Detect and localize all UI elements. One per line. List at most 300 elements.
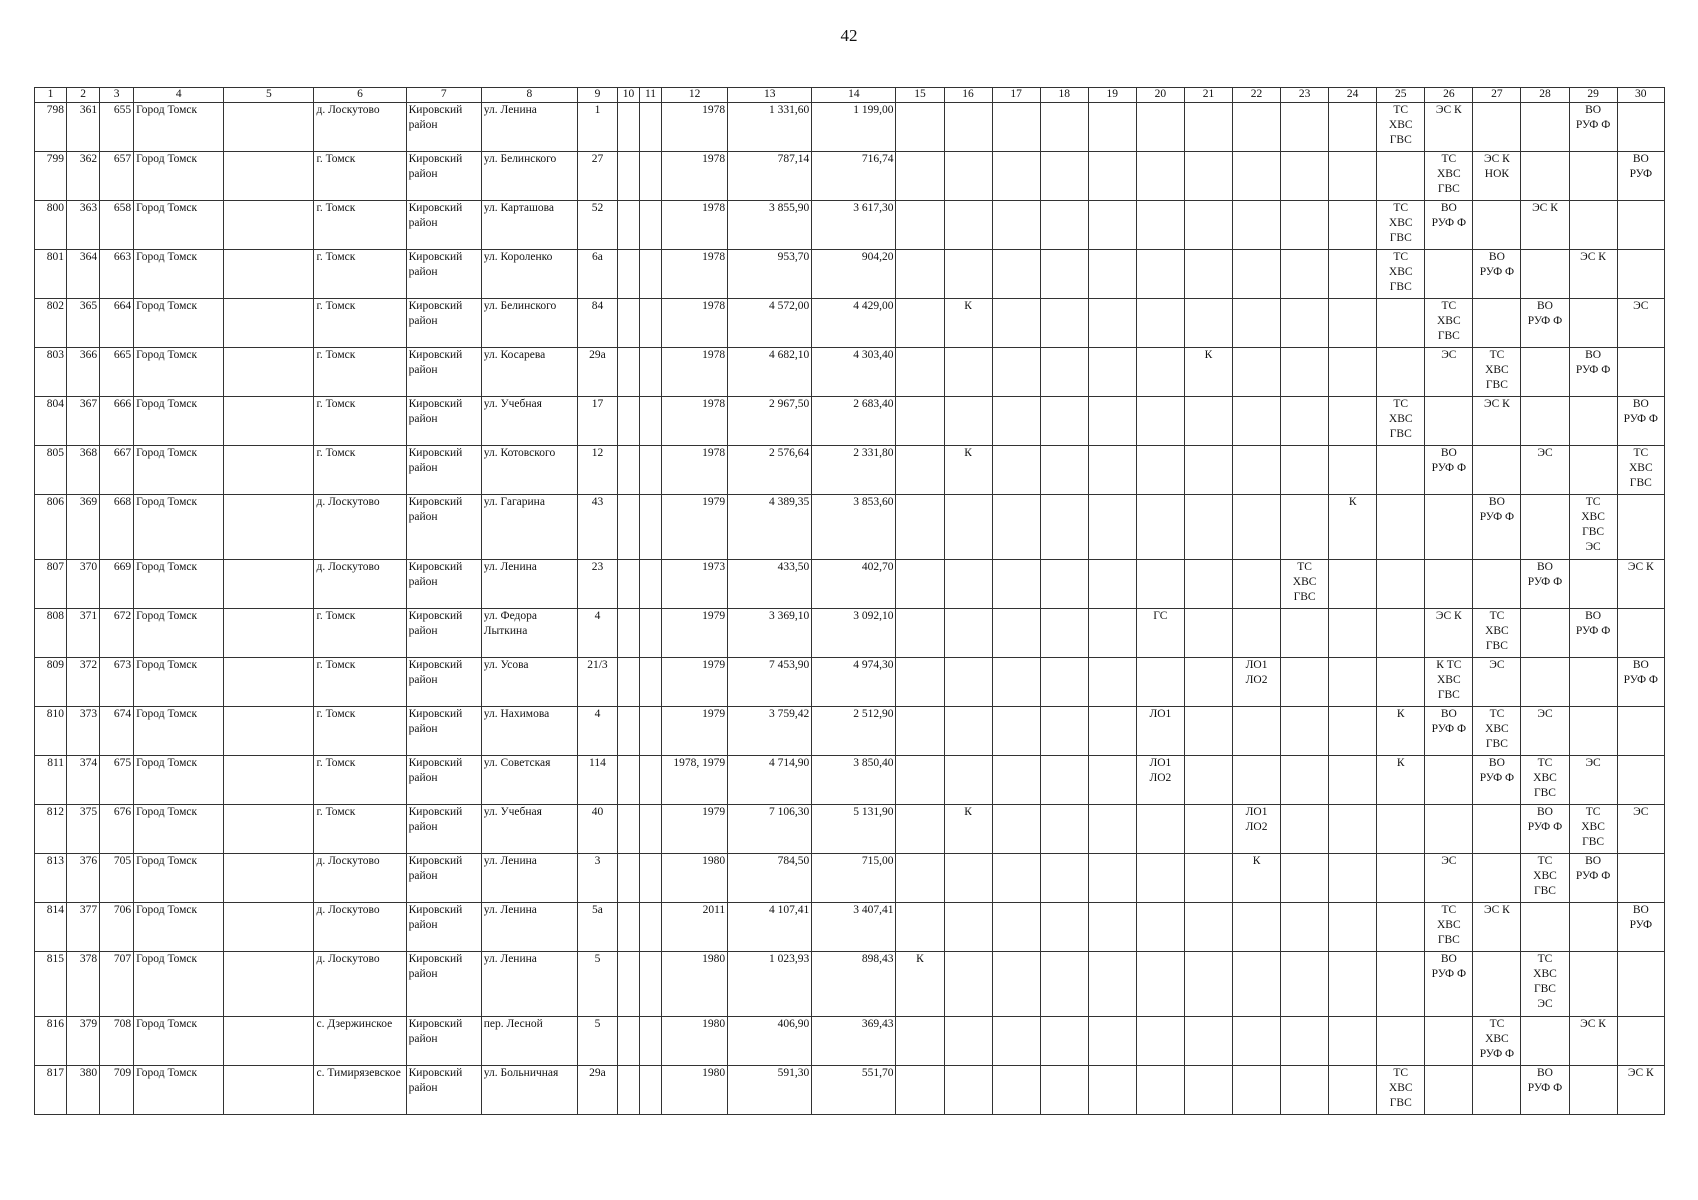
cell-col-24 (1329, 756, 1377, 805)
cell-col-11 (640, 658, 662, 707)
cell-col-11 (640, 446, 662, 495)
cell-col-24 (1329, 952, 1377, 1017)
cell-col-7: Кировский район (406, 658, 481, 707)
cell-col-23 (1281, 495, 1329, 560)
cell-col-3: 674 (100, 707, 134, 756)
cell-col-20 (1136, 1017, 1184, 1066)
cell-col-12: 1973 (662, 560, 728, 609)
cell-col-23: ТС ХВС ГВС (1281, 560, 1329, 609)
cell-col-8: ул. Больничная (481, 1066, 577, 1115)
table-row (35, 103, 1665, 152)
cell-col-21 (1184, 560, 1232, 609)
cell-col-29: ЭС (1569, 756, 1617, 805)
table-row (35, 348, 1665, 397)
cell-col-5 (224, 103, 314, 152)
cell-col-19 (1088, 903, 1136, 952)
cell-col-29 (1569, 952, 1617, 1017)
column-header-5: 5 (224, 88, 314, 103)
cell-col-24 (1329, 250, 1377, 299)
cell-col-30: ЭС (1617, 805, 1664, 854)
table-body (35, 103, 1665, 1115)
cell-col-29 (1569, 152, 1617, 201)
cell-col-16 (944, 658, 992, 707)
cell-col-15 (896, 103, 944, 152)
cell-col-24 (1329, 397, 1377, 446)
cell-col-10 (617, 658, 639, 707)
cell-col-19 (1088, 201, 1136, 250)
cell-col-24 (1329, 1017, 1377, 1066)
cell-col-20 (1136, 854, 1184, 903)
cell-col-11 (640, 707, 662, 756)
cell-col-26: ВО РУФ Ф (1425, 707, 1473, 756)
cell-col-24 (1329, 805, 1377, 854)
cell-col-27 (1473, 560, 1521, 609)
cell-col-15 (896, 560, 944, 609)
cell-col-21 (1184, 854, 1232, 903)
cell-col-10 (617, 299, 639, 348)
cell-col-7: Кировский район (406, 446, 481, 495)
cell-col-10 (617, 250, 639, 299)
cell-col-5 (224, 152, 314, 201)
cell-col-16 (944, 609, 992, 658)
cell-col-24 (1329, 560, 1377, 609)
cell-col-19 (1088, 348, 1136, 397)
cell-col-29: ЭС К (1569, 250, 1617, 299)
cell-col-23 (1281, 397, 1329, 446)
cell-col-19 (1088, 952, 1136, 1017)
cell-col-6: д. Лоскутово (314, 560, 406, 609)
cell-col-18 (1040, 854, 1088, 903)
cell-col-6: г. Томск (314, 299, 406, 348)
cell-col-17 (992, 201, 1040, 250)
column-header-14: 14 (812, 88, 896, 103)
cell-col-20 (1136, 152, 1184, 201)
cell-col-26 (1425, 756, 1473, 805)
cell-col-29 (1569, 397, 1617, 446)
cell-col-22 (1232, 103, 1280, 152)
cell-col-27 (1473, 805, 1521, 854)
cell-col-9: 29а (577, 1066, 617, 1115)
cell-col-3: 655 (100, 103, 134, 152)
cell-col-20: ЛО1 (1136, 707, 1184, 756)
cell-col-18 (1040, 250, 1088, 299)
cell-col-5 (224, 1017, 314, 1066)
cell-col-4: Город Томск (134, 201, 224, 250)
cell-col-28 (1521, 658, 1569, 707)
cell-col-30 (1617, 495, 1664, 560)
cell-col-4: Город Томск (134, 446, 224, 495)
cell-col-28 (1521, 103, 1569, 152)
cell-col-19 (1088, 609, 1136, 658)
column-header-18: 18 (1040, 88, 1088, 103)
cell-col-25: ТС ХВС ГВС (1377, 103, 1425, 152)
cell-col-25 (1377, 152, 1425, 201)
cell-col-26 (1425, 805, 1473, 854)
column-header-6: 6 (314, 88, 406, 103)
cell-col-5 (224, 201, 314, 250)
cell-col-30 (1617, 952, 1664, 1017)
cell-col-14: 2 512,90 (812, 707, 896, 756)
cell-col-5 (224, 756, 314, 805)
cell-col-4: Город Томск (134, 495, 224, 560)
cell-col-28 (1521, 397, 1569, 446)
cell-col-27: ТС ХВС РУФ Ф (1473, 1017, 1521, 1066)
cell-col-30 (1617, 707, 1664, 756)
cell-col-2: 374 (67, 756, 100, 805)
cell-col-21 (1184, 299, 1232, 348)
cell-col-22 (1232, 903, 1280, 952)
column-header-26: 26 (1425, 88, 1473, 103)
column-header-20: 20 (1136, 88, 1184, 103)
cell-col-25 (1377, 658, 1425, 707)
cell-col-26 (1425, 495, 1473, 560)
cell-col-22 (1232, 707, 1280, 756)
cell-col-7: Кировский район (406, 348, 481, 397)
cell-col-2: 375 (67, 805, 100, 854)
cell-col-25 (1377, 446, 1425, 495)
cell-col-2: 371 (67, 609, 100, 658)
cell-col-14: 4 429,00 (812, 299, 896, 348)
cell-col-22 (1232, 560, 1280, 609)
cell-col-3: 667 (100, 446, 134, 495)
cell-col-4: Город Томск (134, 756, 224, 805)
cell-col-30 (1617, 201, 1664, 250)
cell-col-23 (1281, 658, 1329, 707)
cell-col-24 (1329, 658, 1377, 707)
cell-col-23 (1281, 952, 1329, 1017)
cell-col-1: 814 (35, 903, 67, 952)
cell-col-9: 12 (577, 446, 617, 495)
cell-col-10 (617, 756, 639, 805)
cell-col-1: 806 (35, 495, 67, 560)
cell-col-20 (1136, 250, 1184, 299)
table-row (35, 495, 1665, 560)
cell-col-20 (1136, 299, 1184, 348)
cell-col-27 (1473, 1066, 1521, 1115)
cell-col-2: 367 (67, 397, 100, 446)
cell-col-21 (1184, 152, 1232, 201)
cell-col-17 (992, 952, 1040, 1017)
cell-col-7: Кировский район (406, 1066, 481, 1115)
cell-col-2: 380 (67, 1066, 100, 1115)
cell-col-21 (1184, 658, 1232, 707)
cell-col-11 (640, 103, 662, 152)
table-row (35, 805, 1665, 854)
cell-col-2: 369 (67, 495, 100, 560)
cell-col-19 (1088, 397, 1136, 446)
cell-col-26 (1425, 560, 1473, 609)
cell-col-17 (992, 250, 1040, 299)
cell-col-3: 672 (100, 609, 134, 658)
cell-col-14: 4 303,40 (812, 348, 896, 397)
cell-col-23 (1281, 609, 1329, 658)
cell-col-28 (1521, 609, 1569, 658)
column-header-27: 27 (1473, 88, 1521, 103)
cell-col-22 (1232, 201, 1280, 250)
cell-col-27: ТС ХВС ГВС (1473, 609, 1521, 658)
column-header-17: 17 (992, 88, 1040, 103)
cell-col-13: 591,30 (728, 1066, 812, 1115)
cell-col-27: ТС ХВС ГВС (1473, 348, 1521, 397)
cell-col-18 (1040, 609, 1088, 658)
cell-col-16 (944, 952, 992, 1017)
cell-col-13: 7 106,30 (728, 805, 812, 854)
column-header-19: 19 (1088, 88, 1136, 103)
cell-col-27: ЭС К (1473, 397, 1521, 446)
cell-col-12: 1979 (662, 805, 728, 854)
cell-col-4: Город Томск (134, 658, 224, 707)
cell-col-3: 708 (100, 1017, 134, 1066)
cell-col-3: 676 (100, 805, 134, 854)
cell-col-18 (1040, 1066, 1088, 1115)
cell-col-2: 363 (67, 201, 100, 250)
cell-col-23 (1281, 1017, 1329, 1066)
cell-col-23 (1281, 446, 1329, 495)
cell-col-10 (617, 903, 639, 952)
cell-col-18 (1040, 495, 1088, 560)
cell-col-5 (224, 854, 314, 903)
cell-col-15 (896, 756, 944, 805)
cell-col-7: Кировский район (406, 152, 481, 201)
cell-col-30: ВО РУФ (1617, 903, 1664, 952)
cell-col-22 (1232, 152, 1280, 201)
cell-col-28 (1521, 495, 1569, 560)
cell-col-29: ВО РУФ Ф (1569, 103, 1617, 152)
cell-col-19 (1088, 250, 1136, 299)
cell-col-27 (1473, 854, 1521, 903)
cell-col-23 (1281, 1066, 1329, 1115)
cell-col-15 (896, 805, 944, 854)
cell-col-13: 4 572,00 (728, 299, 812, 348)
column-header-7: 7 (406, 88, 481, 103)
cell-col-25 (1377, 299, 1425, 348)
cell-col-25: ТС ХВС ГВС (1377, 201, 1425, 250)
cell-col-18 (1040, 707, 1088, 756)
cell-col-30: ТС ХВС ГВС (1617, 446, 1664, 495)
cell-col-16 (944, 854, 992, 903)
cell-col-16 (944, 495, 992, 560)
cell-col-7: Кировский район (406, 903, 481, 952)
cell-col-27: ВО РУФ Ф (1473, 756, 1521, 805)
cell-col-12: 1980 (662, 1066, 728, 1115)
cell-col-9: 29а (577, 348, 617, 397)
cell-col-6: г. Томск (314, 805, 406, 854)
cell-col-12: 1978 (662, 250, 728, 299)
cell-col-3: 669 (100, 560, 134, 609)
cell-col-25 (1377, 854, 1425, 903)
cell-col-6: д. Лоскутово (314, 854, 406, 903)
cell-col-8: ул. Ленина (481, 560, 577, 609)
cell-col-7: Кировский район (406, 103, 481, 152)
cell-col-30 (1617, 854, 1664, 903)
column-header-15: 15 (896, 88, 944, 103)
cell-col-7: Кировский район (406, 250, 481, 299)
cell-col-15 (896, 1017, 944, 1066)
cell-col-19 (1088, 560, 1136, 609)
cell-col-7: Кировский район (406, 201, 481, 250)
cell-col-12: 1978 (662, 152, 728, 201)
cell-col-10 (617, 707, 639, 756)
cell-col-6: г. Томск (314, 756, 406, 805)
cell-col-1: 807 (35, 560, 67, 609)
cell-col-24 (1329, 903, 1377, 952)
cell-col-30: ЭС К (1617, 1066, 1664, 1115)
cell-col-14: 716,74 (812, 152, 896, 201)
cell-col-9: 1 (577, 103, 617, 152)
cell-col-4: Город Томск (134, 805, 224, 854)
cell-col-13: 4 714,90 (728, 756, 812, 805)
cell-col-10 (617, 854, 639, 903)
cell-col-27: ЭС (1473, 658, 1521, 707)
cell-col-15 (896, 152, 944, 201)
cell-col-6: г. Томск (314, 707, 406, 756)
cell-col-29 (1569, 201, 1617, 250)
cell-col-1: 801 (35, 250, 67, 299)
cell-col-17 (992, 756, 1040, 805)
cell-col-27 (1473, 446, 1521, 495)
cell-col-4: Город Томск (134, 560, 224, 609)
cell-col-22 (1232, 446, 1280, 495)
cell-col-30: ВО РУФ (1617, 152, 1664, 201)
cell-col-29 (1569, 707, 1617, 756)
cell-col-27: ВО РУФ Ф (1473, 495, 1521, 560)
cell-col-16: К (944, 805, 992, 854)
cell-col-13: 433,50 (728, 560, 812, 609)
cell-col-8: ул. Белинского (481, 299, 577, 348)
cell-col-19 (1088, 152, 1136, 201)
cell-col-11 (640, 1066, 662, 1115)
cell-col-18 (1040, 152, 1088, 201)
cell-col-18 (1040, 1017, 1088, 1066)
cell-col-8: ул. Котовского (481, 446, 577, 495)
cell-col-19 (1088, 299, 1136, 348)
cell-col-29: ТС ХВС ГВС (1569, 805, 1617, 854)
cell-col-30 (1617, 103, 1664, 152)
cell-col-3: 706 (100, 903, 134, 952)
cell-col-4: Город Томск (134, 348, 224, 397)
cell-col-3: 709 (100, 1066, 134, 1115)
cell-col-15 (896, 658, 944, 707)
cell-col-26 (1425, 397, 1473, 446)
cell-col-3: 664 (100, 299, 134, 348)
cell-col-25: К (1377, 756, 1425, 805)
cell-col-14: 551,70 (812, 1066, 896, 1115)
cell-col-1: 811 (35, 756, 67, 805)
cell-col-4: Город Томск (134, 1017, 224, 1066)
cell-col-15 (896, 707, 944, 756)
cell-col-9: 17 (577, 397, 617, 446)
cell-col-13: 953,70 (728, 250, 812, 299)
cell-col-2: 365 (67, 299, 100, 348)
cell-col-28 (1521, 348, 1569, 397)
cell-col-9: 5 (577, 1017, 617, 1066)
cell-col-7: Кировский район (406, 805, 481, 854)
cell-col-9: 4 (577, 707, 617, 756)
cell-col-28 (1521, 152, 1569, 201)
cell-col-21 (1184, 201, 1232, 250)
cell-col-19 (1088, 756, 1136, 805)
cell-col-9: 84 (577, 299, 617, 348)
cell-col-26: ВО РУФ Ф (1425, 952, 1473, 1017)
cell-col-3: 658 (100, 201, 134, 250)
cell-col-25 (1377, 1017, 1425, 1066)
cell-col-23 (1281, 805, 1329, 854)
cell-col-17 (992, 1017, 1040, 1066)
cell-col-4: Город Томск (134, 299, 224, 348)
cell-col-21 (1184, 805, 1232, 854)
cell-col-14: 2 683,40 (812, 397, 896, 446)
cell-col-20: ГС (1136, 609, 1184, 658)
cell-col-2: 366 (67, 348, 100, 397)
cell-col-14: 715,00 (812, 854, 896, 903)
cell-col-9: 23 (577, 560, 617, 609)
cell-col-13: 3 855,90 (728, 201, 812, 250)
column-header-1: 1 (35, 88, 67, 103)
cell-col-5 (224, 348, 314, 397)
cell-col-7: Кировский район (406, 609, 481, 658)
cell-col-16 (944, 903, 992, 952)
cell-col-5 (224, 560, 314, 609)
cell-col-26: ЭС К (1425, 609, 1473, 658)
table-row (35, 707, 1665, 756)
cell-col-9: 6а (577, 250, 617, 299)
column-header-13: 13 (728, 88, 812, 103)
cell-col-10 (617, 152, 639, 201)
header-row (35, 88, 1665, 103)
cell-col-17 (992, 805, 1040, 854)
cell-col-8: ул. Косарева (481, 348, 577, 397)
cell-col-2: 364 (67, 250, 100, 299)
cell-col-5 (224, 609, 314, 658)
cell-col-26: К ТС ХВС ГВС (1425, 658, 1473, 707)
cell-col-26: ТС ХВС ГВС (1425, 903, 1473, 952)
cell-col-17 (992, 495, 1040, 560)
cell-col-9: 52 (577, 201, 617, 250)
cell-col-15 (896, 250, 944, 299)
table-row (35, 397, 1665, 446)
cell-col-30: ВО РУФ Ф (1617, 658, 1664, 707)
table-row (35, 1066, 1665, 1115)
cell-col-24 (1329, 299, 1377, 348)
cell-col-24 (1329, 348, 1377, 397)
cell-col-14: 4 974,30 (812, 658, 896, 707)
cell-col-9: 43 (577, 495, 617, 560)
cell-col-2: 376 (67, 854, 100, 903)
cell-col-2: 361 (67, 103, 100, 152)
cell-col-2: 373 (67, 707, 100, 756)
cell-col-6: д. Лоскутово (314, 952, 406, 1017)
cell-col-25 (1377, 952, 1425, 1017)
cell-col-15 (896, 495, 944, 560)
cell-col-21 (1184, 103, 1232, 152)
cell-col-12: 1979 (662, 658, 728, 707)
cell-col-30: ЭС (1617, 299, 1664, 348)
cell-col-4: Город Томск (134, 1066, 224, 1115)
cell-col-21 (1184, 495, 1232, 560)
cell-col-20 (1136, 201, 1184, 250)
cell-col-6: с. Дзержинское (314, 1017, 406, 1066)
cell-col-1: 803 (35, 348, 67, 397)
cell-col-21 (1184, 446, 1232, 495)
cell-col-10 (617, 609, 639, 658)
cell-col-22 (1232, 397, 1280, 446)
cell-col-11 (640, 854, 662, 903)
cell-col-24 (1329, 854, 1377, 903)
cell-col-27 (1473, 299, 1521, 348)
cell-col-17 (992, 903, 1040, 952)
cell-col-12: 1978 (662, 103, 728, 152)
cell-col-1: 815 (35, 952, 67, 1017)
